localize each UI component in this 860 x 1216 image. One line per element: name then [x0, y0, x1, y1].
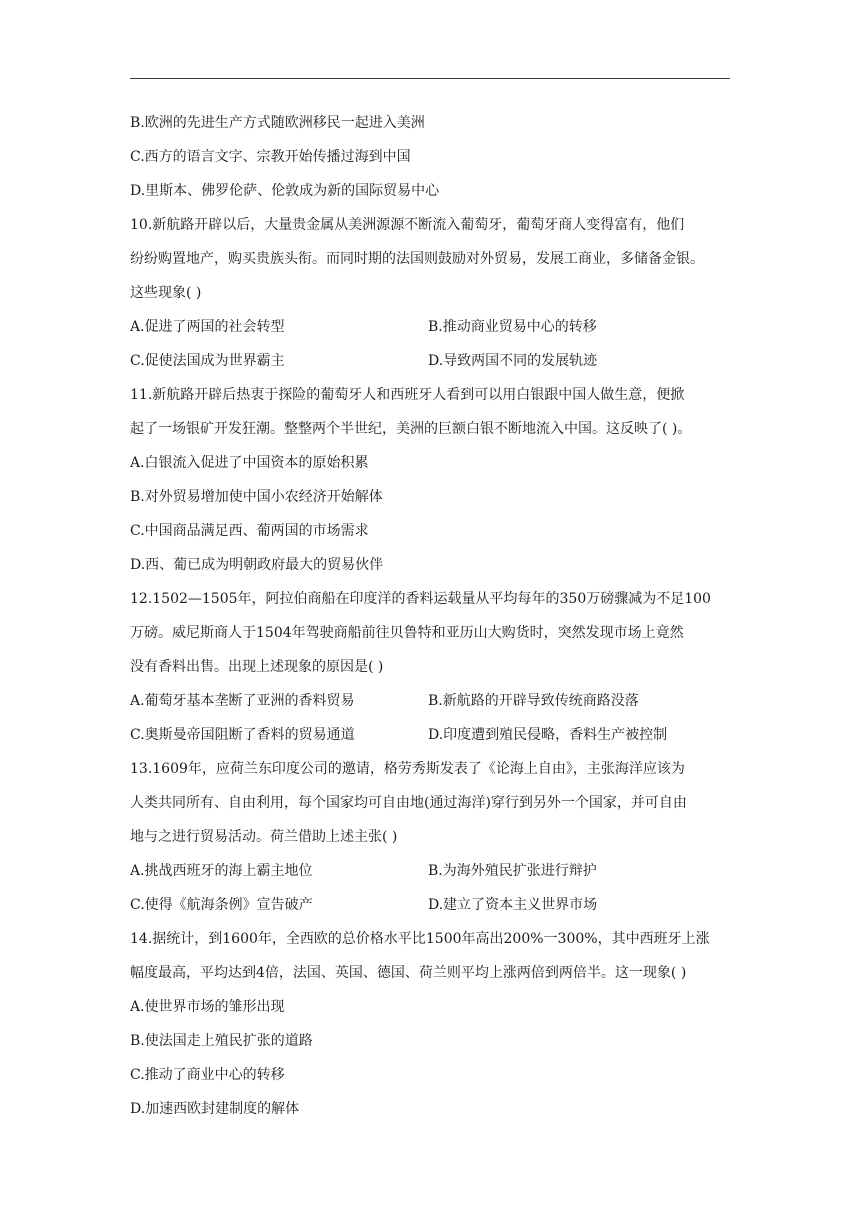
- q13-stem-line-3: 地与之进行贸易活动。荷兰借助上述主张( ): [130, 829, 398, 845]
- q9-option-c: C.西方的语言文字、宗教开始传播过海到中国: [130, 149, 411, 165]
- q11-option-a: A.白银流入促进了中国资本的原始积累: [130, 455, 369, 471]
- q11-stem-line-1: 11.新航路开辟后热衷于探险的葡萄牙人和西班牙人看到可以用白银跟中国人做生意，便掀: [130, 387, 685, 403]
- q13-options-row-2: [130, 888, 730, 922]
- q13-options-row-1: [130, 854, 730, 888]
- q14-option-b: B.使法国走上殖民扩张的道路: [130, 1033, 313, 1049]
- header-rule: [130, 78, 730, 79]
- q12-option-c: C.奥斯曼帝国阻断了香料的贸易通道: [130, 727, 355, 743]
- q11-option-b: B.对外贸易增加使中国小农经济开始解体: [130, 489, 383, 505]
- q14-option-d: D.加速西欧封建制度的解体: [130, 1101, 300, 1117]
- q10-stem-line-1: 10.新航路开辟以后，大量贵金属从美洲源源不断流入葡萄牙，葡萄牙商人变得富有，他们: [130, 217, 685, 233]
- q12-stem-line-2: 万磅。威尼斯商人于1504年驾驶商船前往贝鲁特和亚历山大购货时，突然发现市场上竟然: [130, 625, 684, 641]
- q10-option-c: C.促使法国成为世界霸主: [130, 353, 285, 369]
- q12-options-row-2: [130, 718, 730, 752]
- q13-option-a: A.挑战西班牙的海上霸主地位: [130, 863, 313, 879]
- q9-option-d: D.里斯本、佛罗伦萨、伦敦成为新的国际贸易中心: [130, 183, 440, 199]
- q12-option-d: D.印度遭到殖民侵略，香料生产被控制: [428, 727, 668, 743]
- q9-option-b: B.欧洲的先进生产方式随欧洲移民一起进入美洲: [130, 115, 425, 131]
- q10-option-a: A.促进了两国的社会转型: [130, 319, 285, 335]
- q14-stem-line-1: 14.据统计，到1600年，全西欧的总价格水平比1500年高出200%一300%，其中西班牙上涨: [130, 931, 710, 947]
- q10-options-row-2: [130, 344, 730, 378]
- q10-option-b: B.推动商业贸易中心的转移: [428, 319, 597, 335]
- q13-stem-line-1: 13.1609年，应荷兰东印度公司的邀请，格劳秀斯发表了《论海上自由》，主张海洋应该为: [130, 761, 685, 777]
- q11-option-d: D.西、葡已成为明朝政府最大的贸易伙伴: [130, 557, 384, 573]
- q12-stem-line-1: 12.1502—1505年，阿拉伯商船在印度洋的香料运载量从平均每年的350万磅骤减为不足100: [130, 591, 711, 607]
- q10-stem-line-2: 纷纷购置地产，购买贵族头衔。而同时期的法国则鼓励对外贸易，发展工商业，多储备金银。: [130, 251, 704, 267]
- q12-option-b: B.新航路的开辟导致传统商路没落: [428, 693, 639, 709]
- q11-stem-line-2: 起了一场银矿开发狂潮。整整两个半世纪，美洲的巨额白银不断地流入中国。这反映了( )。: [130, 421, 692, 437]
- q13-stem-line-2: 人类共同所有、自由利用，每个国家均可自由地(通过海洋)穿行到另外一个国家，并可自由: [130, 795, 687, 811]
- q13-option-c: C.使得《航海条例》宣告破产: [130, 897, 313, 913]
- q11-option-c: C.中国商品满足西、葡两国的市场需求: [130, 523, 369, 539]
- q12-options-row-1: [130, 684, 730, 718]
- q12-option-a: A.葡萄牙基本垄断了亚洲的香料贸易: [130, 693, 355, 709]
- q10-option-d: D.导致两国不同的发展轨迹: [428, 353, 598, 369]
- q13-option-d: D.建立了资本主义世界市场: [428, 897, 598, 913]
- q14-option-a: A.使世界市场的雏形出现: [130, 999, 285, 1015]
- q13-option-b: B.为海外殖民扩张进行辩护: [428, 863, 597, 879]
- q14-option-c: C.推动了商业中心的转移: [130, 1067, 285, 1083]
- q10-stem-line-3: 这些现象( ): [130, 285, 202, 301]
- question-list: [130, 106, 730, 1126]
- q10-options-row-1: [130, 310, 730, 344]
- q12-stem-line-3: 没有香料出售。出现上述现象的原因是( ): [130, 659, 384, 675]
- q14-stem-line-2: 幅度最高，平均达到4倍，法国、英国、德国、荷兰则平均上涨两倍到两倍半。这一现象( ): [130, 965, 687, 981]
